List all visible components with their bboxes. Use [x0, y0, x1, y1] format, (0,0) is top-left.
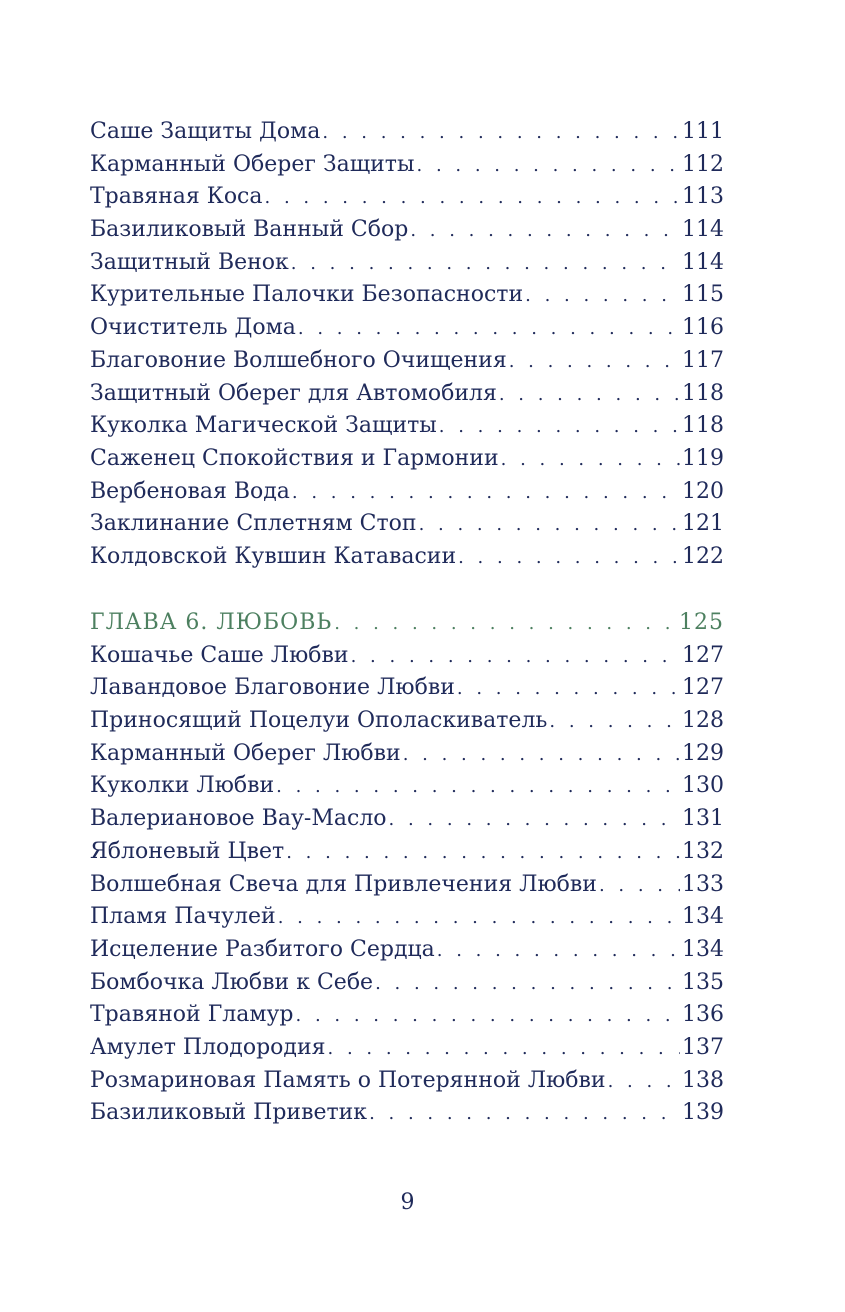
- toc-entry[interactable]: [90, 705, 724, 738]
- toc-entry-page: 127: [682, 642, 724, 668]
- toc-entry-page: 131: [682, 806, 724, 832]
- leader-dots: [549, 706, 680, 739]
- toc-entry[interactable]: [90, 640, 724, 673]
- toc-entry-page: 134: [682, 904, 724, 930]
- toc-entry-page: 136: [682, 1002, 724, 1028]
- toc-entry-page: 118: [682, 413, 724, 439]
- toc-section-love: [90, 607, 724, 1130]
- toc-entry-title: Яблоневый Цвет: [90, 838, 285, 864]
- toc-entry[interactable]: [90, 999, 724, 1032]
- toc-entry-title: Карманный Оберег Защиты: [90, 151, 415, 177]
- toc-entry-title: Саше Защиты Дома: [90, 119, 321, 144]
- toc-entry-page: 139: [682, 1100, 724, 1126]
- toc-entry[interactable]: [90, 738, 724, 771]
- leader-dots: [417, 150, 681, 183]
- toc-entry-title: Амулет Плодородия: [90, 1034, 326, 1060]
- toc-entry-title: Куколки Любви: [90, 773, 275, 799]
- toc-entry-title: Пламя Пачулей: [90, 904, 276, 930]
- toc-entry-page: 118: [682, 380, 724, 406]
- toc-entry-page: 114: [682, 249, 724, 275]
- toc-entry-page: 128: [682, 708, 724, 734]
- toc-entry-page: 137: [682, 1034, 724, 1060]
- page-number: 9: [400, 1190, 415, 1215]
- toc-entry-title: Благовоние Волшебного Очищения: [90, 347, 507, 373]
- toc-entry[interactable]: [90, 378, 724, 411]
- leader-dots: [375, 968, 680, 1001]
- toc-entry[interactable]: [90, 901, 724, 934]
- toc-entry[interactable]: [90, 181, 724, 214]
- leader-dots: [291, 248, 680, 281]
- toc-entry[interactable]: [90, 770, 724, 803]
- toc-entry[interactable]: [90, 214, 724, 247]
- leader-dots: [389, 804, 680, 837]
- leader-dots: [458, 542, 680, 575]
- leader-dots: [286, 837, 680, 870]
- toc-entry[interactable]: [90, 247, 724, 280]
- toc-entry-title: Карманный Оберег Любви: [90, 740, 401, 766]
- toc-entry-title: Колдовской Кувшин Катавасии: [90, 543, 457, 569]
- toc-entry-page: 111: [682, 119, 724, 144]
- toc-entry[interactable]: [90, 541, 724, 574]
- toc-entry-page: 133: [682, 871, 724, 897]
- leader-dots: [410, 215, 680, 248]
- leader-dots: [501, 444, 680, 477]
- toc-entry-page: 113: [682, 184, 724, 210]
- toc-entry[interactable]: [90, 934, 724, 967]
- toc-entry-title: Защитный Оберег для Автомобиля: [90, 380, 497, 406]
- toc-entry-page: 119: [682, 445, 724, 471]
- toc-entry[interactable]: [90, 1065, 724, 1098]
- toc-entry[interactable]: [90, 410, 724, 443]
- toc-entry[interactable]: [90, 803, 724, 836]
- leader-dots: [265, 182, 681, 215]
- toc-entry[interactable]: [90, 508, 724, 541]
- leader-dots: [608, 1066, 680, 1099]
- toc-entry-page: 134: [682, 936, 724, 962]
- leader-dots: [403, 739, 680, 772]
- toc-entry-title: Базиликовый Ванный Сбор: [90, 217, 409, 243]
- toc-entry[interactable]: [90, 149, 724, 182]
- toc-entry-page: 112: [682, 151, 724, 177]
- toc-entry-title: Саженец Спокойствия и Гармонии: [90, 445, 499, 471]
- toc-entry-title: Куколка Магической Защиты: [90, 413, 437, 439]
- chapter-title: ГЛАВА 6. ЛЮБОВЬ: [90, 610, 333, 635]
- toc-entry-title: Розмариновая Память о Потерянной Любви: [90, 1067, 606, 1093]
- leader-dots: [322, 117, 680, 150]
- toc-entry-page: 138: [682, 1067, 724, 1093]
- toc-entry-title: Заклинание Сплетням Стоп: [90, 511, 417, 537]
- toc-entry[interactable]: [90, 967, 724, 1000]
- toc-entry-title: Травяной Гламур: [90, 1002, 294, 1028]
- toc-entry[interactable]: [90, 1097, 724, 1130]
- toc-entry[interactable]: [90, 672, 724, 705]
- leader-dots: [328, 1033, 681, 1066]
- toc-entry-title: Бомбочка Любви к Себе: [90, 969, 374, 995]
- toc-entry[interactable]: [90, 443, 724, 476]
- toc-entry-title: Исцеление Разбитого Сердца: [90, 936, 435, 962]
- leader-dots: [298, 313, 680, 346]
- toc-entry-title: Базиликовый Приветик: [90, 1100, 368, 1126]
- toc-entry-title: Валериановое Вау-Масло: [90, 806, 387, 832]
- toc-entry-page: 115: [682, 282, 724, 308]
- toc-entry[interactable]: [90, 279, 724, 312]
- toc-entry-title: Волшебная Свеча для Привлечения Любви: [90, 871, 597, 897]
- toc-entry[interactable]: [90, 836, 724, 869]
- leader-dots: [296, 1000, 681, 1033]
- leader-dots: [334, 608, 677, 641]
- toc-entry[interactable]: [90, 312, 724, 345]
- leader-dots: [369, 1098, 680, 1131]
- toc-entry-title: Вербеновая Вода: [90, 478, 290, 504]
- toc-entry-page: 116: [682, 315, 724, 341]
- toc-entry-page: 127: [682, 675, 724, 701]
- toc-entry-page: 120: [682, 478, 724, 504]
- toc-entry-title: Очиститель Дома: [90, 315, 296, 341]
- toc-entry[interactable]: [90, 345, 724, 378]
- toc-entry-page: 114: [682, 217, 724, 243]
- toc-entry-page: 130: [682, 773, 724, 799]
- toc-entry-title: Лавандовое Благовоние Любви: [90, 675, 455, 701]
- leader-dots: [278, 902, 680, 935]
- toc-entry-page: 121: [682, 511, 724, 537]
- toc-entry[interactable]: [90, 869, 724, 902]
- leader-dots: [351, 641, 680, 674]
- toc-entry[interactable]: [90, 116, 724, 149]
- toc-entry-title: Травяная Коса: [90, 184, 263, 210]
- leader-dots: [292, 477, 680, 510]
- leader-dots: [439, 411, 680, 444]
- toc-entry-page: 132: [682, 838, 724, 864]
- toc-entry-title: Защитный Венок: [90, 249, 289, 275]
- leader-dots: [509, 346, 680, 379]
- toc-entry-title: Кошачье Саше Любви: [90, 642, 349, 668]
- toc-entry-page: 117: [682, 347, 724, 373]
- leader-dots: [457, 673, 680, 706]
- leader-dots: [419, 509, 680, 542]
- toc-chapter-heading[interactable]: [90, 607, 724, 640]
- leader-dots: [276, 771, 680, 804]
- toc-section-protection: [90, 116, 724, 574]
- leader-dots: [599, 870, 680, 903]
- toc-entry-title: Курительные Палочки Безопасности: [90, 282, 524, 308]
- chapter-page: 125: [679, 610, 724, 635]
- toc-entry-page: 129: [682, 740, 724, 766]
- toc-entry[interactable]: [90, 1032, 724, 1065]
- toc-entry[interactable]: [90, 476, 724, 509]
- leader-dots: [525, 280, 680, 313]
- leader-dots: [499, 379, 680, 412]
- toc-entry-page: 122: [682, 543, 724, 569]
- toc-entry-title: Приносящий Поцелуи Ополаскиватель: [90, 708, 548, 734]
- leader-dots: [437, 935, 680, 968]
- toc-entry-page: 135: [682, 969, 724, 995]
